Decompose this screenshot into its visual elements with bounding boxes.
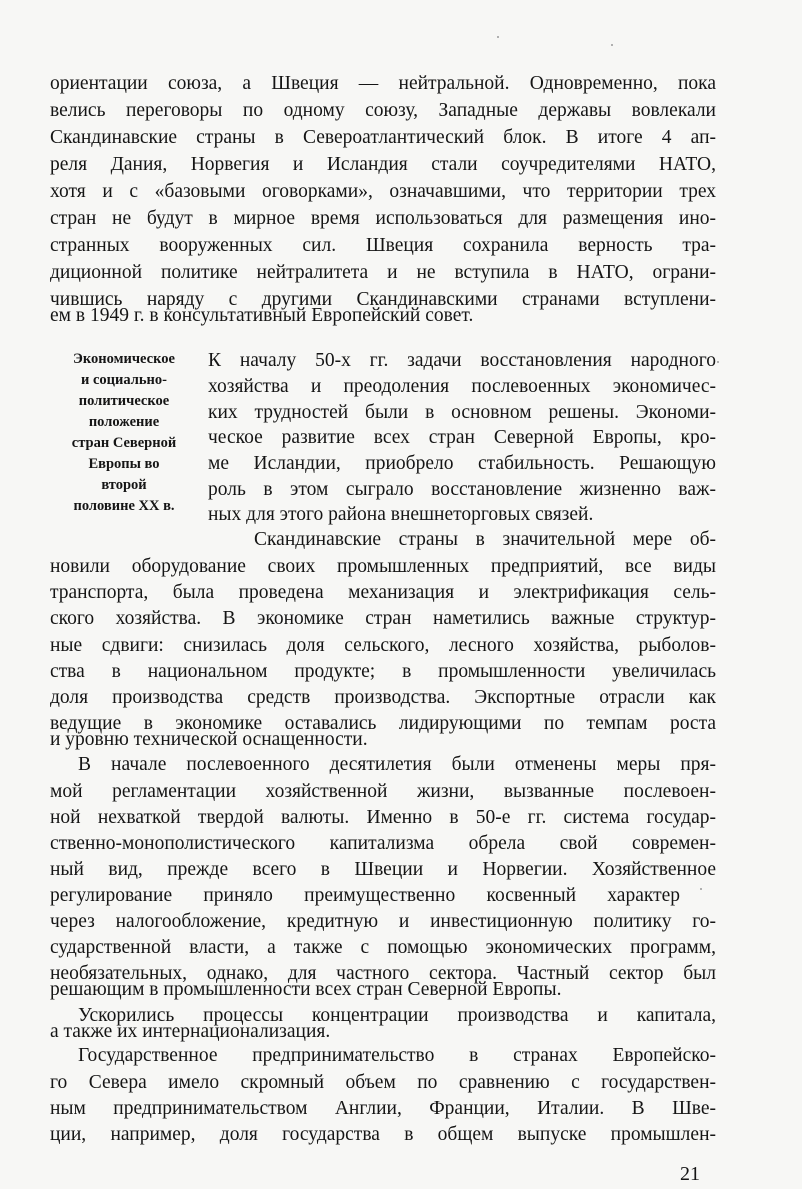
sidenote-line: политическое bbox=[78, 393, 170, 409]
text-line: ным предпринимательством Англии, Франции, Италии. В Шве- bbox=[50, 1098, 716, 1119]
text-line: доля производства средств производства. Экспортные отрасли как bbox=[50, 687, 716, 708]
text-line: К началу 50-х гг. задачи восстановления народного bbox=[208, 350, 716, 371]
scan-speck bbox=[497, 36, 499, 38]
text-line: ких трудностей были в основном решены. Экономи- bbox=[208, 402, 716, 423]
page-number: 21 bbox=[680, 1163, 700, 1185]
text-line: реля Дания, Норвегия и Исландия стали соучредителями НАТО, bbox=[50, 154, 716, 175]
sidenote-line: Европы во bbox=[88, 456, 160, 472]
text-line: мой регламентации хозяйственной жизни, вызванные послевоен- bbox=[50, 781, 716, 802]
text-line: сударственной власти, а также с помощью экономических программ, bbox=[50, 937, 716, 958]
text-line: ные сдвиги: снизилась доля сельского, лесного хозяйства, рыболов- bbox=[50, 635, 716, 656]
text-line: ориентации союза, а Швеция — нейтральной. Одновременно, пока bbox=[50, 73, 716, 94]
text-line: ции, например, доля государства в общем выпуске промышлен- bbox=[50, 1124, 716, 1145]
text-line: диционной политике нейтралитета и не вступила в НАТО, ограни- bbox=[50, 262, 716, 283]
text-line: ства в национальном продукте; в промышленности увеличилась bbox=[50, 661, 716, 682]
text-line: регулирование приняло преимущественно косвенный характер bbox=[50, 885, 680, 906]
text-line: ем в 1949 г. в консультативный Европейский совет. bbox=[50, 305, 474, 326]
text-line: Ускорились процессы концентрации производства и капитала, bbox=[78, 1005, 716, 1026]
text-line: Государственное предпринимательство в странах Европейско- bbox=[78, 1045, 716, 1066]
text-line: хотя и с «базовыми оговорками», означавшими, что территории трех bbox=[50, 181, 716, 202]
text-line: ского хозяйства. В экономике стран наметились важные структур- bbox=[50, 608, 716, 629]
text-line: чившись наряду с другими Скандинавскими странами вступлени- bbox=[50, 289, 716, 310]
text-line: через налогообложение, кредитную и инвестиционную политику го- bbox=[50, 911, 716, 932]
text-line: В начале послевоенного десятилетия были отменены меры пря- bbox=[78, 754, 716, 775]
text-line: решающим в промышленности всех стран Северной Европы. bbox=[50, 979, 562, 1000]
text-line: странных вооруженных сил. Швеция сохранила верность тра- bbox=[50, 235, 716, 256]
scan-speck bbox=[700, 888, 702, 890]
text-line: ственно-монополистического капитализма обрела свой современ- bbox=[50, 833, 716, 854]
text-line: роль в этом сыграло восстановление жизненно важ- bbox=[208, 479, 716, 500]
sidenote-line: и социально- bbox=[81, 372, 167, 388]
text-line: ных для этого района внешнеторговых связей. bbox=[208, 504, 594, 525]
scan-speck bbox=[717, 361, 719, 363]
text-line: стран не будут в мирное время использоваться для размещения ино- bbox=[50, 208, 716, 229]
text-line: и уровню технической оснащенности. bbox=[50, 729, 368, 750]
text-line: ме Исландии, приобрело стабильность. Решающую bbox=[208, 453, 716, 474]
sidenote-line: половине XX в. bbox=[73, 498, 175, 514]
text-line: го Севера имело скромный объем по сравнению с государствен- bbox=[50, 1072, 716, 1093]
sidenote-line: Экономическое bbox=[73, 351, 175, 367]
sidenote-line: второй bbox=[101, 477, 147, 493]
text-line: новили оборудование своих промышленных предприятий, все виды bbox=[50, 556, 716, 577]
text-line: хозяйства и преодоления послевоенных экономичес- bbox=[208, 376, 716, 397]
scan-speck bbox=[611, 44, 613, 46]
text-line: транспорта, была проведена механизация и электрификация сель- bbox=[50, 582, 716, 603]
text-line: а также их интернационализация. bbox=[50, 1021, 331, 1042]
text-line: необязательных, однако, для частного сектора. Частный сектор был bbox=[50, 963, 716, 984]
text-line: ной нехваткой твердой валюты. Именно в 50-е гг. система государ- bbox=[50, 807, 716, 828]
text-line: Скандинавские страны в значительной мере об- bbox=[254, 529, 716, 550]
text-line: Скандинавские страны в Североатлантический блок. В итоге 4 ап- bbox=[50, 127, 716, 148]
text-line: ческое развитие всех стран Северной Европы, кро- bbox=[208, 427, 716, 448]
text-line: ведущие в экономике оставались лидирующими по темпам роста bbox=[50, 713, 716, 734]
text-line: велись переговоры по одному союзу, Западные державы вовлекали bbox=[50, 100, 716, 121]
sidenote-line: положение bbox=[88, 414, 160, 430]
sidenote-line: стран Северной bbox=[71, 435, 177, 451]
text-line: ный вид, прежде всего в Швеции и Норвегии. Хозяйственное bbox=[50, 859, 716, 880]
